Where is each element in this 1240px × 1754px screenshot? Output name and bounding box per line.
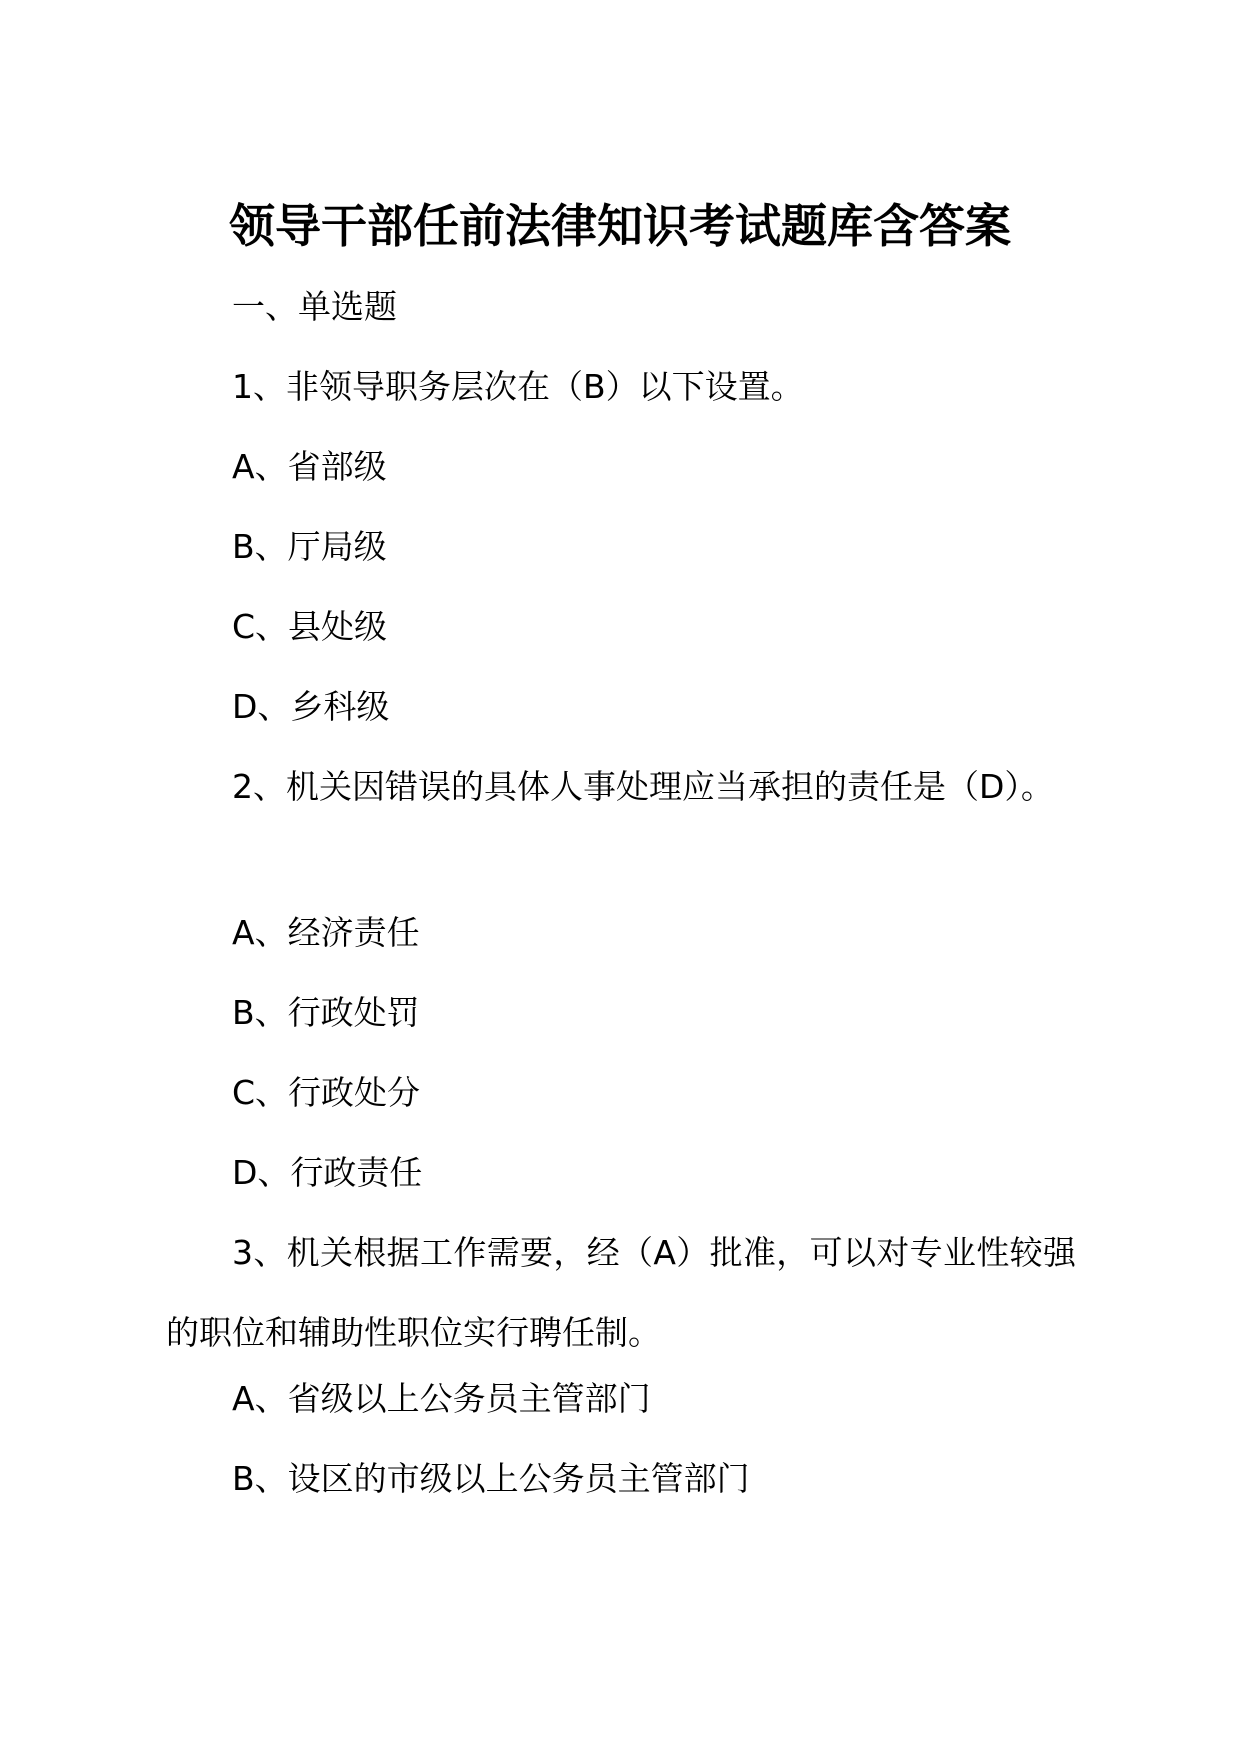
- question-1-option-c: C、县处级: [232, 607, 388, 646]
- question-2-option-c: C、行政处分: [232, 1073, 421, 1112]
- question-1-option-a: A、省部级: [232, 447, 387, 486]
- question-1-option-b: B、厅局级: [232, 527, 387, 566]
- document-title: 领导干部任前法律知识考试题库含答案: [229, 199, 1011, 253]
- question-2-option-b: B、行政处罚: [232, 993, 420, 1032]
- question-3-option-a: A、省级以上公务员主管部门: [232, 1379, 651, 1418]
- question-1-stem: 1、非领导职务层次在（B）以下设置。: [232, 367, 804, 406]
- question-3-option-b: B、设区的市级以上公务员主管部门: [232, 1459, 750, 1498]
- section-heading: 一、单选题: [232, 287, 397, 326]
- question-1-option-d: D、乡科级: [232, 687, 390, 726]
- question-2-option-a: A、经济责任: [232, 913, 420, 952]
- question-3-stem: 3、机关根据工作需要，经（A）批准，可以对专业性较强的职位和辅助性职位实行聘任制。: [166, 1233, 1076, 1352]
- question-2-option-d: D、行政责任: [232, 1153, 423, 1192]
- question-2-stem: 2、机关因错误的具体人事处理应当承担的责任是（D）。: [232, 767, 1054, 806]
